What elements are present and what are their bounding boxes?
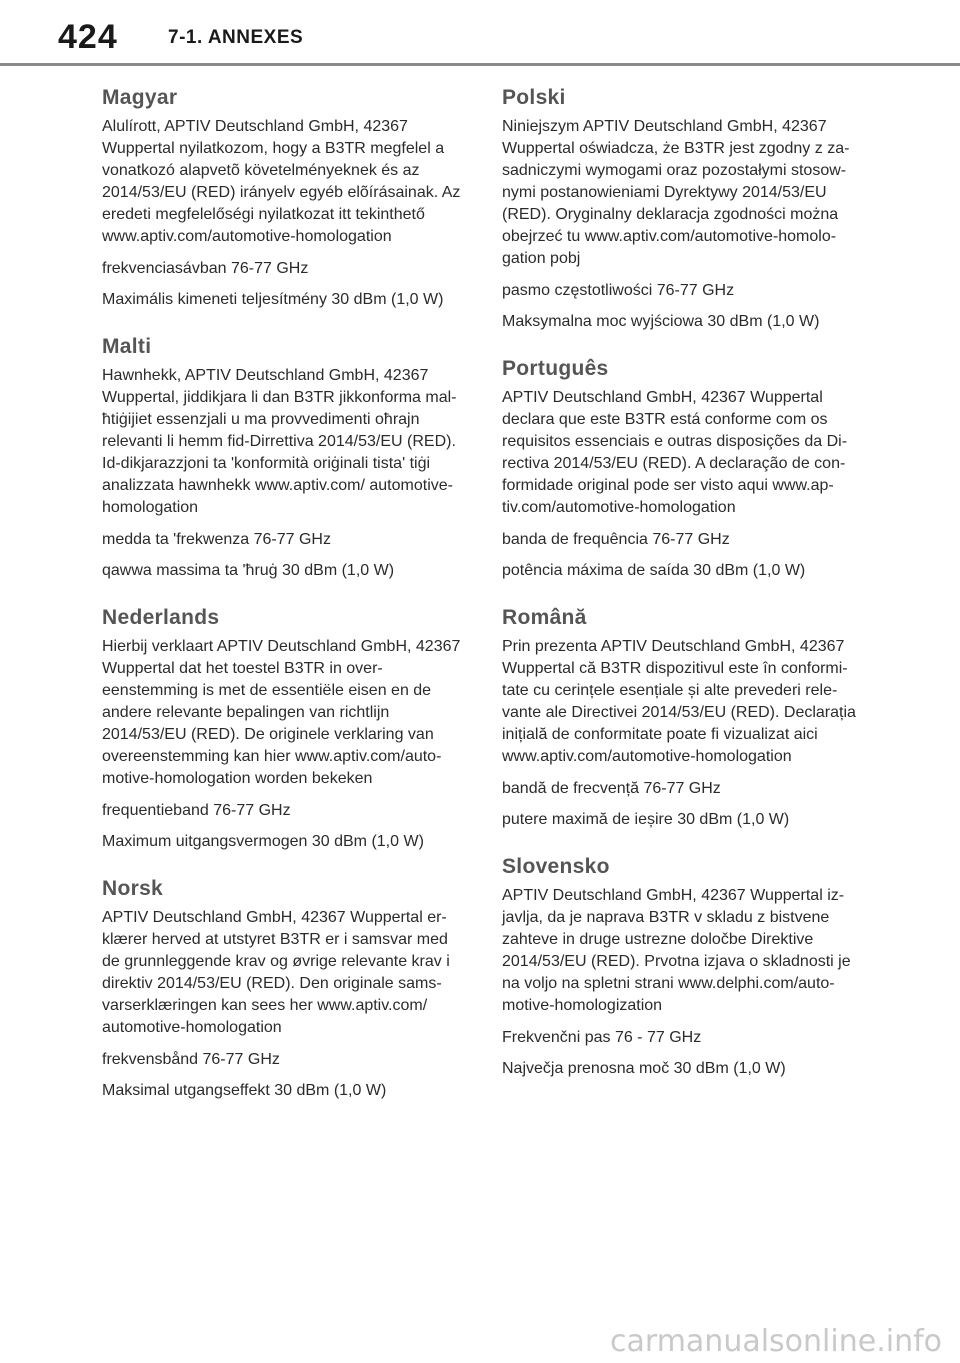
language-block-polski	[502, 84, 862, 333]
frequency-band: frekvenciasávban 76-77 GHz	[102, 260, 309, 277]
language-heading: Slovensko	[502, 855, 610, 878]
language-heading: Norsk	[102, 877, 164, 900]
frequency-band: banda de frequência 76-77 GHz	[502, 531, 730, 548]
max-power: Maximális kimeneti teljesítmény 30 dBm (1,0 W)	[102, 291, 444, 308]
language-block-romana	[502, 604, 862, 831]
frequency-band: pasmo częstotliwości 76-77 GHz	[502, 282, 735, 299]
page-header	[0, 0, 960, 66]
language-heading: Malti	[102, 335, 152, 358]
frequency-band: frequentieband 76-77 GHz	[102, 802, 291, 819]
language-block-portugues	[502, 355, 862, 582]
language-heading: Polski	[502, 86, 566, 109]
max-power: Maksymalna moc wyjściowa 30 dBm (1,0 W)	[502, 313, 820, 330]
header-divider	[0, 63, 960, 66]
language-heading: Português	[502, 357, 609, 380]
frequency-band: frekvensbånd 76-77 GHz	[102, 1051, 280, 1068]
declaration-text: Alulírott, APTIV Deutschland GmbH, 42367 Wuppertal nyilatkozom, hogy a B3TR megfelel a vonatkozó alapvetõ követelményeknek és az 2014/53/EU (RED) irányelv egyéb elõírásainak. Az eredeti megfelelőségi nyilatkozat itt tekinthető www.aptiv.com/automotive-homologation	[102, 118, 461, 245]
max-power: putere maximă de ieșire 30 dBm (1,0 W)	[502, 811, 790, 828]
language-block-malti	[102, 333, 462, 582]
max-power: Maximum uitgangsvermogen 30 dBm (1,0 W)	[102, 833, 424, 850]
frequency-band: bandă de frecvență 76-77 GHz	[502, 780, 721, 797]
declaration-text: APTIV Deutschland GmbH, 42367 Wuppertal iz-javlja, da je naprava B3TR v skladu z bistvene zahteve in druge ustrezne določbe Direktive 2014/53/EU (RED). Prvotna izjava o skladnosti je na voljo na spletni strani www.delphi.com/auto-motive-homologization	[502, 887, 851, 1014]
section-title: 7-1. ANNEXES	[168, 27, 304, 48]
language-block-slovensko	[502, 853, 862, 1080]
declaration-text: Hierbij verklaart APTIV Deutschland GmbH, 42367 Wuppertal dat het toestel B3TR in over-eenstemming is met de essentiële eisen en de andere relevante bepalingen van richtlijn 2014/53/EU (RED). De originele verklaring van overeenstemming kan hier www.aptiv.com/auto-motive-homologation worden bekeken	[102, 638, 461, 787]
declaration-text: Hawnhekk, APTIV Deutschland GmbH, 42367 Wuppertal, jiddikjara li dan B3TR jikkonforma mal-ħtiġijiet essenzjali u ma provvedimenti oħrajn relevanti li hemm fid-Dirrettiva 2014/53/EU (RED). Id-dikjarazzjoni ta 'konformità oriġinali tista' tiġi analizzata hawnhekk www.aptiv.com/ automotive-homologation	[102, 367, 457, 516]
language-block-norsk	[102, 875, 462, 1102]
left-column	[102, 84, 462, 1124]
language-heading: Nederlands	[102, 606, 220, 629]
right-column	[502, 84, 862, 1102]
frequency-band: Frekvenčni pas 76 - 77 GHz	[502, 1029, 702, 1046]
max-power: qawwa massima ta 'ħruġ 30 dBm (1,0 W)	[102, 562, 395, 579]
max-power: Največja prenosna moč 30 dBm (1,0 W)	[502, 1060, 786, 1077]
declaration-text: APTIV Deutschland GmbH, 42367 Wuppertal er-klærer herved at utstyret B3TR er i samsvar med de grunnleggende krav og øvrige relevante krav i direktiv 2014/53/EU (RED). Den originale sams-varserklæringen kan sees her www.aptiv.com/ automotive-homologation	[102, 909, 450, 1036]
watermark: carmanualsonline.info	[610, 1324, 942, 1359]
declaration-text: APTIV Deutschland GmbH, 42367 Wuppertal declara que este B3TR está conforme com os requisitos essenciais e outras disposições da Di-rectiva 2014/53/EU (RED). A declaração de con-formidade original pode ser visto aqui www.ap-tiv.com/automotive-homologation	[502, 389, 848, 516]
language-heading: Română	[502, 606, 587, 629]
language-block-nederlands	[102, 604, 462, 853]
frequency-band: medda ta 'frekwenza 76-77 GHz	[102, 531, 331, 548]
max-power: potência máxima de saída 30 dBm (1,0 W)	[502, 562, 806, 579]
declaration-text: Prin prezenta APTIV Deutschland GmbH, 42367 Wuppertal că B3TR dispozitivul este în conformi-tate cu cerințele esențiale și alte prevederi rele-vante ale Directivei 2014/53/EU (RED). Declarația inițială de conformitate poate fi vizualizat aici www.aptiv.com/automotive-homologation	[502, 638, 856, 765]
language-heading: Magyar	[102, 86, 178, 109]
max-power: Maksimal utgangseffekt 30 dBm (1,0 W)	[102, 1082, 387, 1099]
page-number: 424	[58, 18, 118, 56]
declaration-text: Niniejszym APTIV Deutschland GmbH, 42367 Wuppertal oświadcza, że B3TR jest zgodny z za-sadniczymi wymogami oraz pozostałymi stosow-nymi postanowieniami Dyrektywy 2014/53/EU (RED). Oryginalny deklaracja zgodności można obejrzeć tu www.aptiv.com/automotive-homolo-gation pobj	[502, 118, 850, 267]
language-block-magyar	[102, 84, 462, 311]
